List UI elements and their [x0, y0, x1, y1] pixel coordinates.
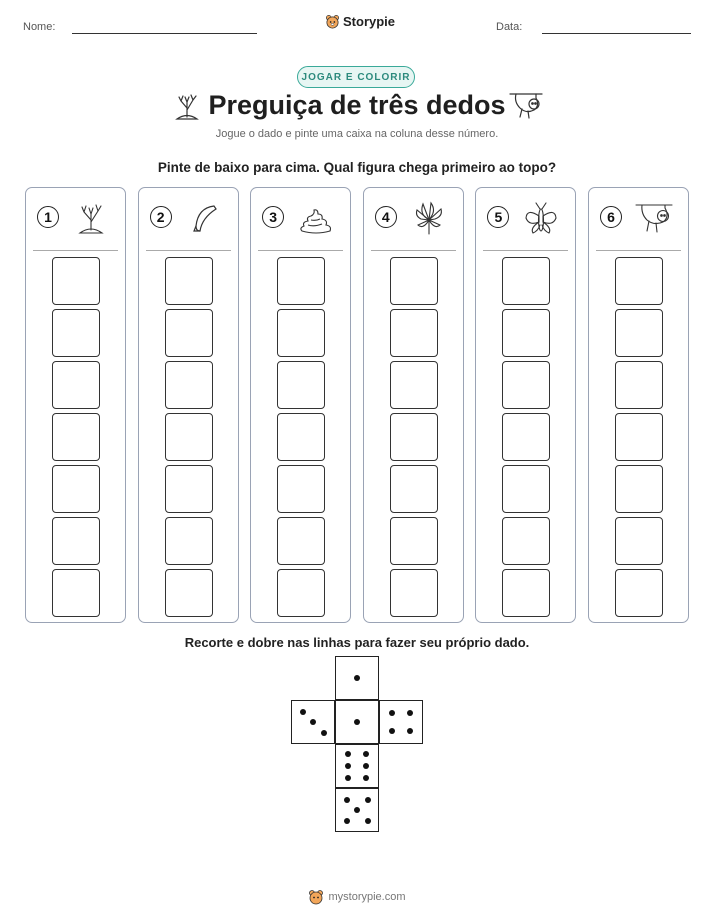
date-label: Data:: [496, 21, 523, 33]
color-box[interactable]: [52, 361, 100, 409]
color-box[interactable]: [277, 309, 325, 357]
color-box[interactable]: [615, 257, 663, 305]
color-box[interactable]: [615, 569, 663, 617]
name-field-line[interactable]: [72, 33, 257, 34]
color-box[interactable]: [502, 413, 550, 461]
footer: [0, 889, 714, 905]
date-field-line[interactable]: [542, 33, 691, 34]
color-box[interactable]: [165, 569, 213, 617]
color-box[interactable]: [502, 361, 550, 409]
column-number: 6: [600, 206, 622, 228]
sloth-icon: [634, 200, 674, 236]
sloth-decoration-icon: [508, 90, 544, 122]
color-box[interactable]: [165, 517, 213, 565]
column-6: [588, 187, 689, 623]
column-2: [138, 187, 239, 623]
color-box[interactable]: [277, 361, 325, 409]
activity-badge: JOGAR E COLORIR: [297, 66, 415, 88]
dice-pip: [345, 763, 351, 769]
column-number: 4: [375, 206, 397, 228]
color-box[interactable]: [390, 517, 438, 565]
column-divider: [596, 250, 681, 251]
dice-pip: [389, 710, 395, 716]
color-box[interactable]: [52, 309, 100, 357]
color-box[interactable]: [615, 517, 663, 565]
dice-pip: [363, 763, 369, 769]
dice-pip: [354, 807, 360, 813]
moth-icon: [521, 200, 561, 236]
coral-icon: [71, 200, 111, 236]
color-box[interactable]: [615, 465, 663, 513]
color-box[interactable]: [52, 465, 100, 513]
name-label: Nome:: [23, 21, 56, 33]
color-box[interactable]: [615, 413, 663, 461]
dice-pip: [389, 728, 395, 734]
column-number: 1: [37, 206, 59, 228]
dice-pip: [354, 675, 360, 681]
color-box[interactable]: [277, 569, 325, 617]
column-divider: [371, 250, 456, 251]
color-box[interactable]: [502, 309, 550, 357]
color-box[interactable]: [277, 465, 325, 513]
footer-url[interactable]: mystorypie.com: [328, 891, 406, 903]
color-box[interactable]: [390, 413, 438, 461]
dice-pip: [345, 751, 351, 757]
color-box[interactable]: [165, 361, 213, 409]
instruction-text: Pinte de baixo para cima. Qual figura chega primeiro ao topo?: [157, 160, 557, 175]
dice-pip: [310, 719, 316, 725]
color-box[interactable]: [277, 257, 325, 305]
column-divider: [258, 250, 343, 251]
color-box[interactable]: [52, 257, 100, 305]
dice-face-4: [379, 700, 423, 744]
color-box[interactable]: [165, 257, 213, 305]
dice-pip: [363, 751, 369, 757]
color-box[interactable]: [502, 517, 550, 565]
brand-logo: [325, 14, 395, 29]
brand-name: Storypie: [343, 14, 396, 29]
color-box[interactable]: [615, 309, 663, 357]
color-box[interactable]: [390, 361, 438, 409]
dice-pip: [321, 730, 327, 736]
dice-instruction: Recorte e dobre nas linhas para fazer seu próprio dado.: [184, 635, 530, 650]
color-box[interactable]: [502, 257, 550, 305]
color-box[interactable]: [502, 569, 550, 617]
dung-icon: [296, 200, 336, 236]
page-title: Preguiça de três dedos: [208, 90, 506, 120]
dice-pip: [407, 710, 413, 716]
dice-face-5: [335, 788, 379, 832]
color-box[interactable]: [502, 465, 550, 513]
column-number: 5: [487, 206, 509, 228]
leaf-icon: [409, 200, 449, 236]
column-number: 3: [262, 206, 284, 228]
dice-pip: [365, 818, 371, 824]
color-box[interactable]: [390, 465, 438, 513]
color-box[interactable]: [390, 569, 438, 617]
column-number: 2: [150, 206, 172, 228]
column-3: [250, 187, 351, 623]
column-divider: [146, 250, 231, 251]
dice-pip: [300, 709, 306, 715]
color-box[interactable]: [390, 257, 438, 305]
dice-face-3: [291, 700, 335, 744]
dice-pip: [365, 797, 371, 803]
color-box[interactable]: [165, 413, 213, 461]
color-box[interactable]: [390, 309, 438, 357]
column-divider: [33, 250, 118, 251]
color-box[interactable]: [52, 517, 100, 565]
color-box[interactable]: [52, 569, 100, 617]
color-box[interactable]: [165, 465, 213, 513]
dice-face-6: [335, 744, 379, 788]
claw-icon: [184, 200, 224, 236]
column-divider: [483, 250, 568, 251]
dice-face-1: [335, 700, 379, 744]
dice-pip: [363, 775, 369, 781]
page-subtitle: Jogue o dado e pinte uma caixa na coluna desse número.: [215, 128, 499, 140]
column-1: [25, 187, 126, 623]
bear-logo-icon: [308, 889, 324, 905]
dice-pip: [407, 728, 413, 734]
dice-pip: [345, 775, 351, 781]
color-box[interactable]: [615, 361, 663, 409]
color-box[interactable]: [165, 309, 213, 357]
dice-face-1: [335, 656, 379, 700]
dice-pip: [344, 797, 350, 803]
column-4: [363, 187, 464, 623]
dice-pip: [354, 719, 360, 725]
bear-logo-icon: [325, 14, 340, 29]
color-box[interactable]: [277, 413, 325, 461]
column-5: [475, 187, 576, 623]
color-box[interactable]: [52, 413, 100, 461]
color-box[interactable]: [277, 517, 325, 565]
dice-pip: [344, 818, 350, 824]
